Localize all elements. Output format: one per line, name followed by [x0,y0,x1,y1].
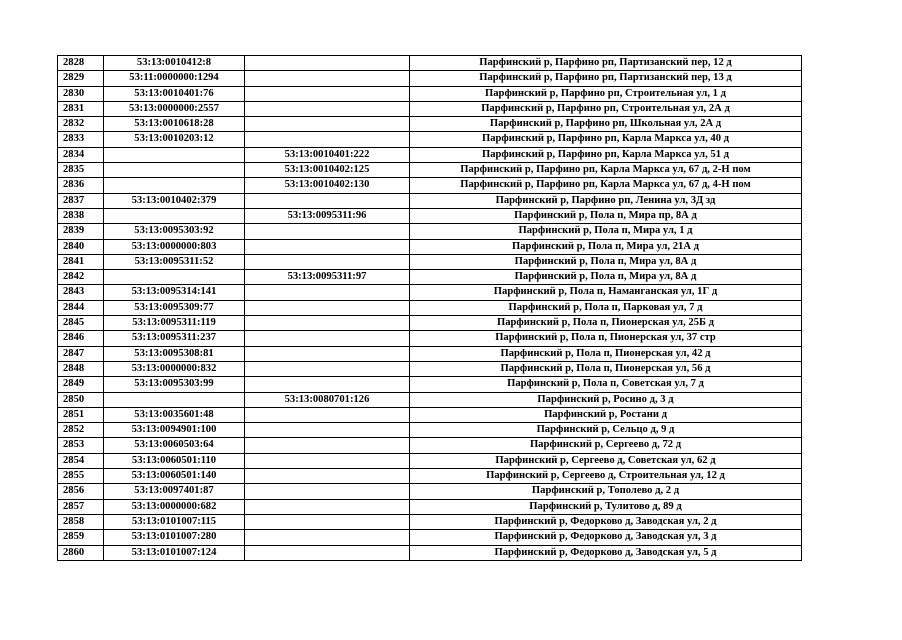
address-cell: Парфинский р, Парфино рп, Ленина ул, 3Д зд [410,193,802,208]
premises-cadastral-number-cell [245,285,410,300]
address-cell: Парфинский р, Парфино рп, Строительная ул, 1 д [410,86,802,101]
row-number-cell: 2852 [58,423,104,438]
row-number-cell: 2837 [58,193,104,208]
premises-cadastral-number-cell [245,453,410,468]
table-row [58,392,802,407]
row-number-cell: 2839 [58,224,104,239]
address-cell: Парфинский р, Сергеево д, Строительная ул, 12 д [410,469,802,484]
table-row [58,469,802,484]
premises-cadastral-number-cell [245,484,410,499]
premises-cadastral-number-cell [245,254,410,269]
table-row [58,484,802,499]
property-table-body [58,56,802,561]
address-cell: Парфинский р, Парфино рп, Партизанский пер, 12 д [410,56,802,71]
table-row [58,117,802,132]
cadastral-number-cell: 53:13:0010203:12 [104,132,245,147]
row-number-cell: 2843 [58,285,104,300]
cadastral-number-cell: 53:13:0095309:77 [104,300,245,315]
row-number-cell: 2832 [58,117,104,132]
cadastral-number-cell: 53:13:0095311:52 [104,254,245,269]
premises-cadastral-number-cell [245,346,410,361]
cadastral-number-cell: 53:13:0095308:81 [104,346,245,361]
premises-cadastral-number-cell [245,117,410,132]
cadastral-number-cell [104,163,245,178]
cadastral-number-cell: 53:13:0010401:76 [104,86,245,101]
address-cell: Парфинский р, Пола п, Мира ул, 8А д [410,254,802,269]
address-cell: Парфинский р, Парфино рп, Школьная ул, 2А д [410,117,802,132]
row-number-cell: 2858 [58,514,104,529]
address-cell: Парфинский р, Парфино рп, Карла Маркса ул, 51 д [410,147,802,162]
row-number-cell: 2842 [58,270,104,285]
premises-cadastral-number-cell: 53:13:0010402:130 [245,178,410,193]
cadastral-number-cell: 53:13:0101007:280 [104,530,245,545]
cadastral-number-cell: 53:13:0095314:141 [104,285,245,300]
cadastral-number-cell: 53:13:0095311:119 [104,316,245,331]
premises-cadastral-number-cell [245,545,410,560]
premises-cadastral-number-cell [245,71,410,86]
cadastral-number-cell: 53:13:0101007:124 [104,545,245,560]
table-row [58,545,802,560]
premises-cadastral-number-cell [245,377,410,392]
row-number-cell: 2851 [58,407,104,422]
row-number-cell: 2828 [58,56,104,71]
premises-cadastral-number-cell [245,193,410,208]
row-number-cell: 2856 [58,484,104,499]
row-number-cell: 2836 [58,178,104,193]
table-row [58,224,802,239]
cadastral-number-cell [104,392,245,407]
row-number-cell: 2833 [58,132,104,147]
cadastral-number-cell: 53:13:0000000:2557 [104,101,245,116]
cadastral-number-cell: 53:13:0097401:87 [104,484,245,499]
table-row [58,239,802,254]
row-number-cell: 2844 [58,300,104,315]
address-cell: Парфинский р, Росино д, 3 д [410,392,802,407]
table-row [58,254,802,269]
row-number-cell: 2854 [58,453,104,468]
address-cell: Парфинский р, Ростани д [410,407,802,422]
premises-cadastral-number-cell: 53:13:0010401:222 [245,147,410,162]
row-number-cell: 2829 [58,71,104,86]
table-row [58,346,802,361]
address-cell: Парфинский р, Сергеево д, 72 д [410,438,802,453]
table-row [58,56,802,71]
table-row [58,331,802,346]
premises-cadastral-number-cell [245,224,410,239]
address-cell: Парфинский р, Пола п, Пионерская ул, 25Б д [410,316,802,331]
table-row [58,514,802,529]
cadastral-number-cell: 53:13:0094901:100 [104,423,245,438]
premises-cadastral-number-cell [245,300,410,315]
row-number-cell: 2848 [58,361,104,376]
premises-cadastral-number-cell [245,438,410,453]
cadastral-number-cell: 53:13:0000000:832 [104,361,245,376]
premises-cadastral-number-cell: 53:13:0095311:97 [245,270,410,285]
premises-cadastral-number-cell: 53:13:0080701:126 [245,392,410,407]
table-row [58,147,802,162]
cadastral-number-cell: 53:13:0095303:92 [104,224,245,239]
row-number-cell: 2857 [58,499,104,514]
address-cell: Парфинский р, Парфино рп, Строительная ул, 2А д [410,101,802,116]
row-number-cell: 2831 [58,101,104,116]
address-cell: Парфинский р, Парфино рп, Карла Маркса ул, 67 д, 4-Н пом [410,178,802,193]
table-row [58,132,802,147]
table-row [58,178,802,193]
premises-cadastral-number-cell [245,530,410,545]
premises-cadastral-number-cell [245,101,410,116]
address-cell: Парфинский р, Пола п, Советская ул, 7 д [410,377,802,392]
cadastral-number-cell: 53:13:0010618:28 [104,117,245,132]
row-number-cell: 2850 [58,392,104,407]
table-row [58,71,802,86]
cadastral-number-cell: 53:11:0000000:1294 [104,71,245,86]
table-row [58,438,802,453]
address-cell: Парфинский р, Пола п, Наманганская ул, 1Г д [410,285,802,300]
address-cell: Парфинский р, Федорково д, Заводская ул, 5 д [410,545,802,560]
address-cell: Парфинский р, Пола п, Пионерская ул, 37 стр [410,331,802,346]
premises-cadastral-number-cell [245,316,410,331]
table-row [58,86,802,101]
table-row [58,530,802,545]
row-number-cell: 2849 [58,377,104,392]
cadastral-number-cell [104,208,245,223]
address-cell: Парфинский р, Пола п, Пионерская ул, 56 д [410,361,802,376]
table-row [58,377,802,392]
address-cell: Парфинский р, Сергеево д, Советская ул, 62 д [410,453,802,468]
premises-cadastral-number-cell [245,132,410,147]
cadastral-number-cell: 53:13:0101007:115 [104,514,245,529]
cadastral-number-cell: 53:13:0010402:379 [104,193,245,208]
cadastral-number-cell: 53:13:0000000:682 [104,499,245,514]
row-number-cell: 2853 [58,438,104,453]
premises-cadastral-number-cell [245,423,410,438]
address-cell: Парфинский р, Пола п, Мира пр, 8А д [410,208,802,223]
cadastral-number-cell: 53:13:0060501:110 [104,453,245,468]
cadastral-number-cell: 53:13:0010412:8 [104,56,245,71]
table-row [58,163,802,178]
premises-cadastral-number-cell [245,86,410,101]
cadastral-number-cell: 53:13:0095311:237 [104,331,245,346]
property-table [57,55,802,561]
premises-cadastral-number-cell [245,361,410,376]
table-row [58,453,802,468]
cadastral-number-cell [104,147,245,162]
address-cell: Парфинский р, Федорково д, Заводская ул, 2 д [410,514,802,529]
address-cell: Парфинский р, Пола п, Пионерская ул, 42 д [410,346,802,361]
table-row [58,316,802,331]
premises-cadastral-number-cell [245,407,410,422]
row-number-cell: 2859 [58,530,104,545]
cadastral-number-cell: 53:13:0060501:140 [104,469,245,484]
cadastral-number-cell: 53:13:0095303:99 [104,377,245,392]
premises-cadastral-number-cell [245,331,410,346]
table-row [58,423,802,438]
row-number-cell: 2860 [58,545,104,560]
address-cell: Парфинский р, Пола п, Мира ул, 21А д [410,239,802,254]
row-number-cell: 2846 [58,331,104,346]
row-number-cell: 2845 [58,316,104,331]
table-row [58,270,802,285]
row-number-cell: 2838 [58,208,104,223]
table-row [58,499,802,514]
table-row [58,285,802,300]
table-row [58,193,802,208]
table-row [58,208,802,223]
cadastral-number-cell: 53:13:0000000:803 [104,239,245,254]
table-row [58,361,802,376]
row-number-cell: 2840 [58,239,104,254]
address-cell: Парфинский р, Парфино рп, Карла Маркса ул, 40 д [410,132,802,147]
row-number-cell: 2834 [58,147,104,162]
cadastral-number-cell [104,178,245,193]
row-number-cell: 2841 [58,254,104,269]
cadastral-number-cell: 53:13:0035601:48 [104,407,245,422]
premises-cadastral-number-cell [245,239,410,254]
row-number-cell: 2835 [58,163,104,178]
premises-cadastral-number-cell [245,56,410,71]
address-cell: Парфинский р, Пола п, Мира ул, 1 д [410,224,802,239]
address-cell: Парфинский р, Тополево д, 2 д [410,484,802,499]
table-row [58,407,802,422]
address-cell: Парфинский р, Тулитово д, 89 д [410,499,802,514]
row-number-cell: 2830 [58,86,104,101]
address-cell: Парфинский р, Федорково д, Заводская ул, 3 д [410,530,802,545]
address-cell: Парфинский р, Парфино рп, Партизанский пер, 13 д [410,71,802,86]
table-row [58,101,802,116]
address-cell: Парфинский р, Парфино рп, Карла Маркса ул, 67 д, 2-Н пом [410,163,802,178]
row-number-cell: 2847 [58,346,104,361]
table-row [58,300,802,315]
address-cell: Парфинский р, Сельцо д, 9 д [410,423,802,438]
address-cell: Парфинский р, Пола п, Мира ул, 8А д [410,270,802,285]
premises-cadastral-number-cell [245,499,410,514]
premises-cadastral-number-cell [245,514,410,529]
cadastral-number-cell: 53:13:0060503:64 [104,438,245,453]
premises-cadastral-number-cell: 53:13:0095311:96 [245,208,410,223]
row-number-cell: 2855 [58,469,104,484]
premises-cadastral-number-cell: 53:13:0010402:125 [245,163,410,178]
cadastral-number-cell [104,270,245,285]
premises-cadastral-number-cell [245,469,410,484]
address-cell: Парфинский р, Пола п, Парковая ул, 7 д [410,300,802,315]
